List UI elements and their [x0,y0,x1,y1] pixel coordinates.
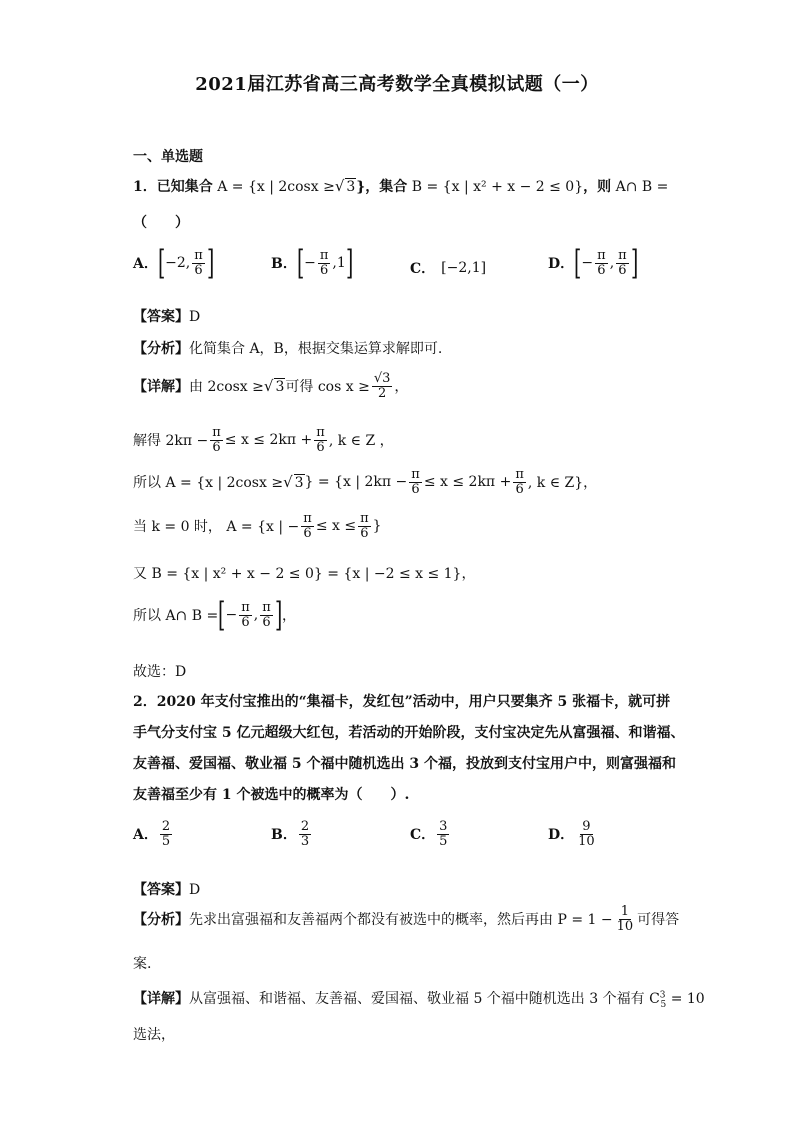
fraction: $\frac{\pi}{6}$ [303,511,312,541]
q1-conclusion: 故选：D [133,664,187,680]
q1-option-d[interactable] [548,243,638,283]
q1-option-b[interactable] [271,243,354,283]
q2-analysis: 【分析】 先求出富强福和友善福两个都没有被选中的概率，然后再由 P = 1 − $\frac{1}{10}$ 可得答 [133,904,680,934]
q1-detail-line-3: 所以 A = {x | 2cosx ≥ √ 3 } = {x | 2kπ − $\frac{\pi}{6}$ ≤ x ≤ 2kπ + $\frac{\pi}{6}$ , k ∈ Z}， [133,467,598,497]
right-bracket-icon: ] [630,243,638,283]
fraction: $\frac{9}{10}$ [578,819,595,849]
option-label: A． [133,256,158,272]
q2-option-b[interactable] [271,820,313,848]
option-label: C． [410,827,436,844]
q2-option-d[interactable] [548,820,599,848]
q1-number: 1． [133,179,157,195]
fraction: $\frac{√3}{2}$ [373,371,391,401]
option-label: C． [410,261,436,277]
fraction: $\frac{\pi}{6}$ [262,599,271,630]
fraction: $\frac{\pi}{6}$ [515,467,524,497]
fraction: $\frac{\pi}{6}$ [212,425,221,455]
q2-option-a[interactable] [133,820,174,848]
option-label: D． [548,256,575,272]
sqrt-icon: √ [334,177,345,195]
section-heading: 一、单选题 [133,149,203,165]
sqrt-icon: √ [283,473,293,492]
page-title: 2021届江苏省高三高考数学全真模拟试题（一） [195,74,599,95]
q2-stem-line-4: 友善福至少有 1 个被选中的概率为（ ）. [133,787,410,803]
q2-option-c[interactable] [410,820,451,848]
q2-answer: 【答案】D [133,882,201,898]
fraction: $\frac{\pi}{6}$ [241,599,250,630]
option-label: B． [271,256,297,272]
q1-option-c[interactable] [410,258,486,278]
q1-detail-line-1: 【详解】 由 2cosx ≥ √ 3 可得 cos x ≥ $\frac{√3}{2}$ ， [133,371,409,401]
right-bracket-icon: ] [206,243,215,283]
q1-set-a-radicand: 3 [346,179,356,195]
q1-set-a: A = {x | 2cosx ≥ [217,179,335,195]
fraction: $\frac{3}{5}$ [439,819,448,849]
q2-stem-line-2: 手气分支付宝 5 亿元超级大红包，若活动的开始阶段，支付宝决定先从富强福、和谐福、 [133,725,685,741]
fraction: $\frac{\pi}{6}$ [194,247,203,278]
q1-ask: A∩ B = [615,179,669,195]
q2-stem-line-1: 2．2020 年支付宝推出的“集福卡，发红包”活动中，用户只要集齐 5 张福卡，就可拼 [133,694,671,710]
fraction: $\frac{\pi}{6}$ [319,247,329,278]
option-value: ,1 [332,255,346,271]
right-bracket-icon: ] [345,243,354,283]
q1-detail-line-5: 又 B = {x | x² + x − 2 ≤ 0} = {x | −2 ≤ x ≤ 1}， [133,566,476,582]
q1-answer: 【答案】D [133,309,201,325]
minus-sign: − [304,255,316,271]
left-bracket-icon: [ [296,243,305,283]
right-bracket-icon: ] [274,595,283,635]
q1-detail-line-2: 解得 2kπ − $\frac{\pi}{6}$ ≤ x ≤ 2kπ + $\frac{\pi}{6}$ , k ∈ Z ， [133,425,394,455]
option-label: D． [548,827,575,844]
fraction: $\frac{\pi}{6}$ [360,511,369,541]
fraction: $\frac{2}{3}$ [300,819,310,849]
q1-stem [133,176,668,196]
fraction: $\frac{\pi}{6}$ [316,425,325,455]
left-bracket-icon: [ [574,243,582,283]
left-bracket-icon: [ [218,595,226,635]
q1-detail-line-4: 当 k = 0 时， A = {x | − $\frac{\pi}{6}$ ≤ x ≤ $\frac{\pi}{6}$ } [133,511,382,541]
q1-stem-text-b: }，集合 [356,179,408,195]
option-value: [−2,1] [441,260,487,276]
q2-analysis-cont: 案. [133,956,152,972]
option-value: −2, [165,255,191,271]
q1-set-b: B = {x | x² + x − 2 ≤ 0} [411,179,584,195]
fraction: $\frac{\pi}{6}$ [597,247,606,278]
q1-stem-text-a: 已知集合 [156,179,213,195]
comma: , [609,255,615,271]
minus-sign: − [581,255,594,271]
q1-analysis: 【分析】化简集合 A，B，根据交集运算求解即可. [133,341,443,357]
q1-stem-text-c: ，则 [583,179,612,195]
fraction: $\frac{1}{10}$ [616,904,634,934]
q2-detail-line-1: 【详解】从富强福、和谐福、友善福、爱国福、敬业福 5 个福中随机选出 3 个福有 $C^3_5 = 10$ [133,990,705,1010]
q1-paren: （ ） [133,215,189,231]
q2-detail-line-2: 选法， [133,1027,175,1043]
q1-detail-line-6: 所以 A∩ B = [ − $\frac{\pi}{6}$ , $\frac{\pi}{6}$ ] ， [133,595,297,635]
fraction: $\frac{\pi}{6}$ [618,247,627,278]
q2-stem-line-3: 友善福、爱国福、敬业福 5 个福中随机选出 3 个福，投放到支付宝用户中，则富强福和 [133,756,676,772]
option-label: A． [133,827,158,844]
fraction: $\frac{2}{5}$ [161,819,171,849]
left-bracket-icon: [ [157,243,166,283]
option-label: B． [271,827,297,844]
q1-option-a[interactable] [133,243,215,283]
sqrt-icon: √ [263,377,274,396]
fraction: $\frac{\pi}{6}$ [411,467,420,497]
